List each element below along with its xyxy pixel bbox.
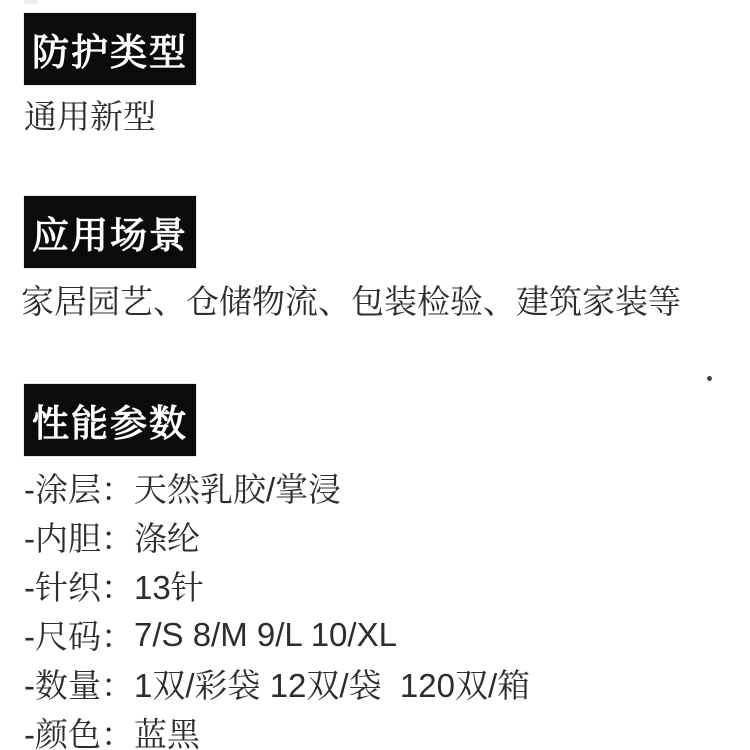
- protection-type-value: 通用新型: [24, 98, 156, 135]
- spec-row-gauge: [24, 561, 724, 610]
- spec-row-quantity: [24, 659, 724, 708]
- application-scenarios-value: 家居园艺、仓储物流、包装检验、建筑家装等: [21, 283, 681, 320]
- section-badge-performance-parameters: 性能参数: [24, 384, 196, 456]
- spec-list: [24, 463, 724, 750]
- spec-value: 天然乳胶/掌浸: [134, 471, 342, 508]
- spec-row-sizes: [24, 610, 724, 659]
- spec-label: -颜色：: [24, 716, 134, 750]
- spec-label: -内胆：: [24, 520, 134, 557]
- stray-dot-artifact: [707, 376, 712, 381]
- spec-value: 蓝黑: [134, 716, 200, 750]
- spec-row-coating: [24, 463, 724, 512]
- spec-value: 13针: [134, 569, 204, 606]
- spec-value: 涤纶: [134, 520, 200, 557]
- spec-label: -尺码：: [24, 618, 134, 655]
- section-badge-protection-type: 防护类型: [24, 13, 196, 85]
- spec-value: 1双/彩袋 12双/袋 120双/箱: [134, 667, 531, 704]
- spec-row-liner: [24, 512, 724, 561]
- spec-label: -数量：: [24, 667, 134, 704]
- section-badge-application-scenarios: 应用场景: [24, 196, 196, 268]
- cropped-image-remnant: [24, 0, 38, 4]
- spec-value: 7/S 8/M 9/L 10/XL: [134, 615, 397, 653]
- spec-label: -针织：: [24, 569, 134, 606]
- spec-row-color: [24, 708, 724, 750]
- spec-label: -涂层：: [24, 471, 134, 508]
